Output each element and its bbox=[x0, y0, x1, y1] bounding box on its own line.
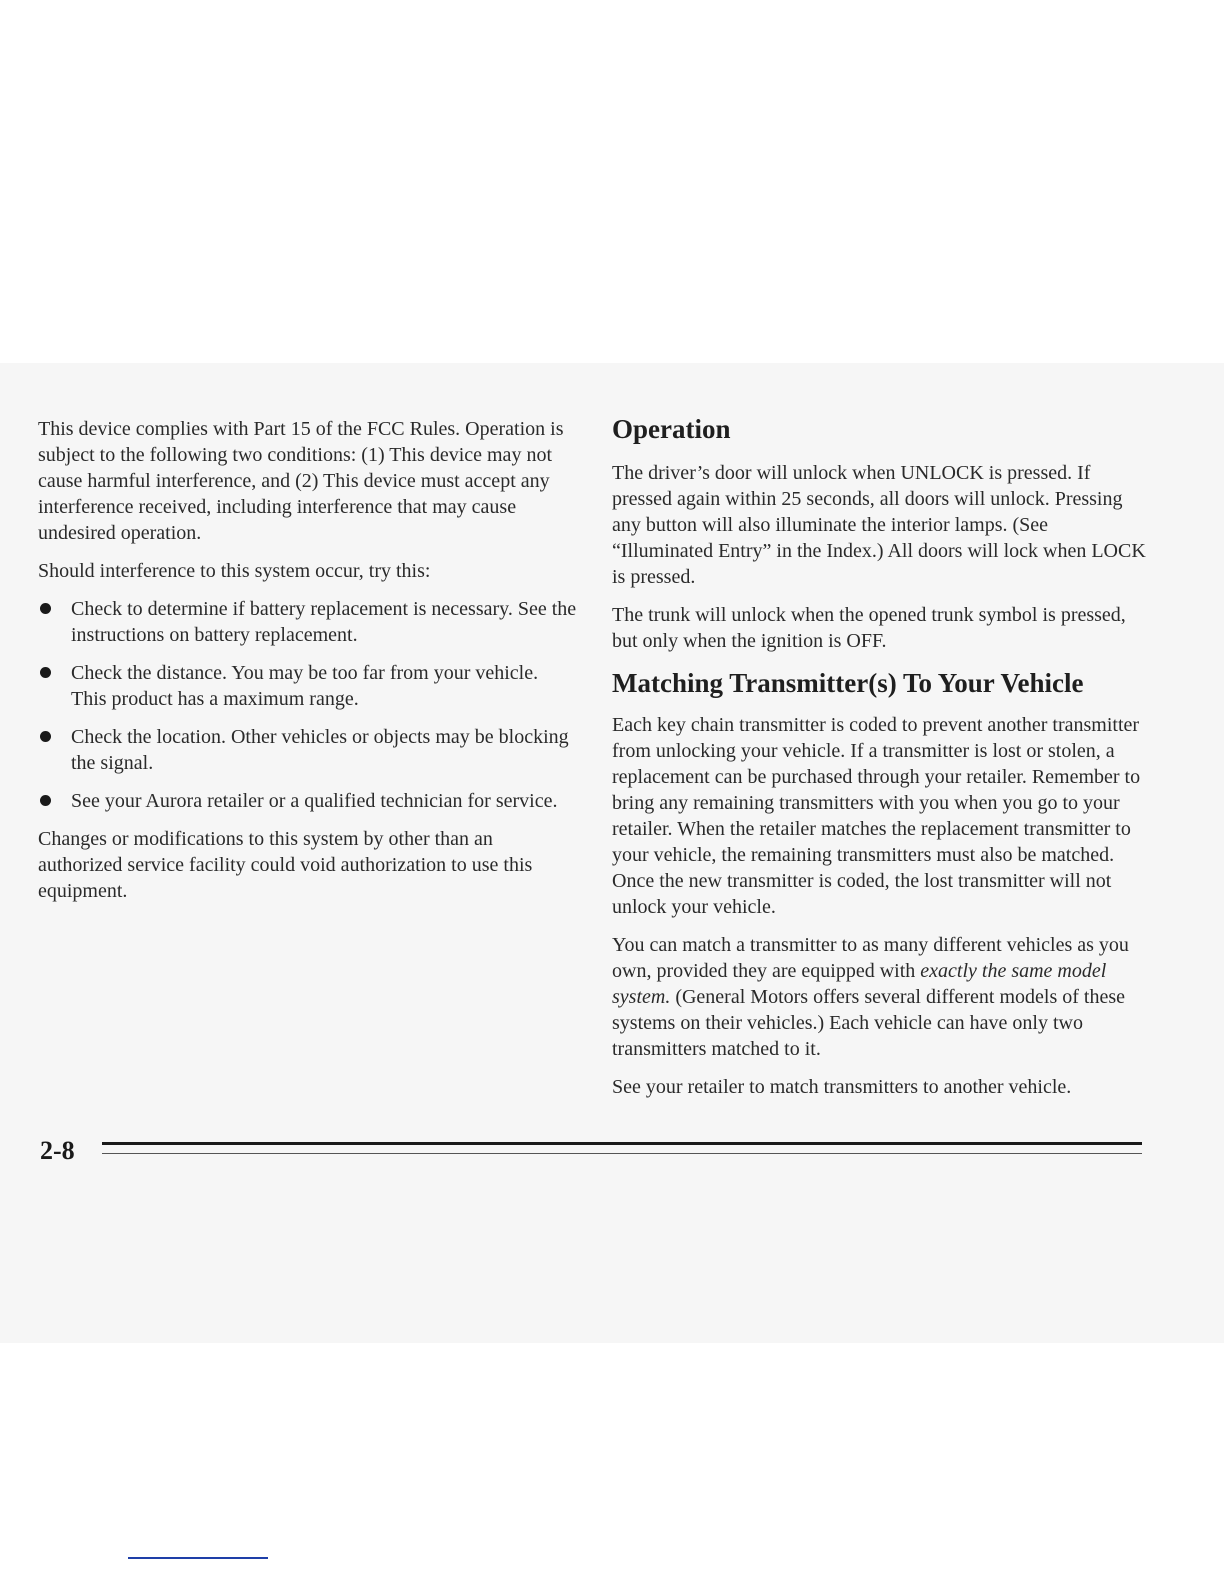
operation-paragraph: The driver’s door will unlock when UNLOCK is pressed. If pressed again within 25 seconds, all doors will unlock. Pressing any button will also illuminate the interior lamps. (See “Illuminated Entry” in the Index.) All doors will lock when LOCK is pressed. bbox=[612, 462, 1146, 588]
troubleshooting-list bbox=[38, 596, 578, 814]
bullet-icon bbox=[40, 667, 51, 678]
trunk-paragraph: The trunk will unlock when the opened trunk symbol is pressed, but only when the ignition is OFF. bbox=[612, 604, 1126, 652]
bullet-icon bbox=[40, 731, 51, 742]
multiple-vehicles-paragraph: You can match a transmitter to as many different vehicles as you own, provided they are equipped with exactly the same model system. (General Motors offers several different models of these systems on their vehicles.) Each vehicle can have only two transmitters matched to it. bbox=[612, 934, 1129, 1060]
right-column bbox=[612, 412, 1152, 1112]
fcc-compliance-paragraph: This device complies with Part 15 of the FCC Rules. Operation is subject to the following two conditions: (1) This device may not cause harmful interference, and (2) This device must accept any interference received, including interference that may cause undesired operation. bbox=[38, 418, 564, 544]
bullet-icon bbox=[40, 795, 51, 806]
list-item: Check the location. Other vehicles or objects may be blocking the signal. bbox=[38, 724, 578, 776]
operation-heading: Operation bbox=[612, 414, 731, 444]
matching-heading: Matching Transmitter(s) To Your Vehicle bbox=[612, 668, 1084, 698]
left-column bbox=[38, 416, 578, 916]
scan-mark bbox=[128, 1557, 268, 1559]
page-footer bbox=[40, 1136, 1142, 1166]
footer-rule-thin bbox=[102, 1153, 1142, 1154]
list-item: Check to determine if battery replacement is necessary. See the instructions on battery replacement. bbox=[38, 596, 578, 648]
list-item: Check the distance. You may be too far from your vehicle. This product has a maximum range. bbox=[38, 660, 578, 712]
matching-paragraph: Each key chain transmitter is coded to prevent another transmitter from unlocking your vehicle. If a transmitter is lost or stolen, a replacement can be purchased through your retailer. Remember to bring any remaining transmitters with you when you go to your retailer. When the retailer matches the replacement transmitter to your vehicle, the remaining transmitters must also be matched. Once the new transmitter is coded, the lost transmitter will not unlock your vehicle. bbox=[612, 714, 1141, 918]
modifications-warning: Changes or modifications to this system by other than an authorized service facility could void authorization to use this equipment. bbox=[38, 828, 533, 902]
list-item: See your Aurora retailer or a qualified technician for service. bbox=[38, 788, 578, 814]
bullet-icon bbox=[40, 603, 51, 614]
interference-intro: Should interference to this system occur, try this: bbox=[38, 560, 431, 582]
retailer-paragraph: See your retailer to match transmitters to another vehicle. bbox=[612, 1076, 1072, 1098]
emphasis-text: exactly the same model system. bbox=[612, 960, 1107, 1008]
footer-rule bbox=[102, 1142, 1142, 1145]
page-number: 2-8 bbox=[40, 1136, 75, 1165]
